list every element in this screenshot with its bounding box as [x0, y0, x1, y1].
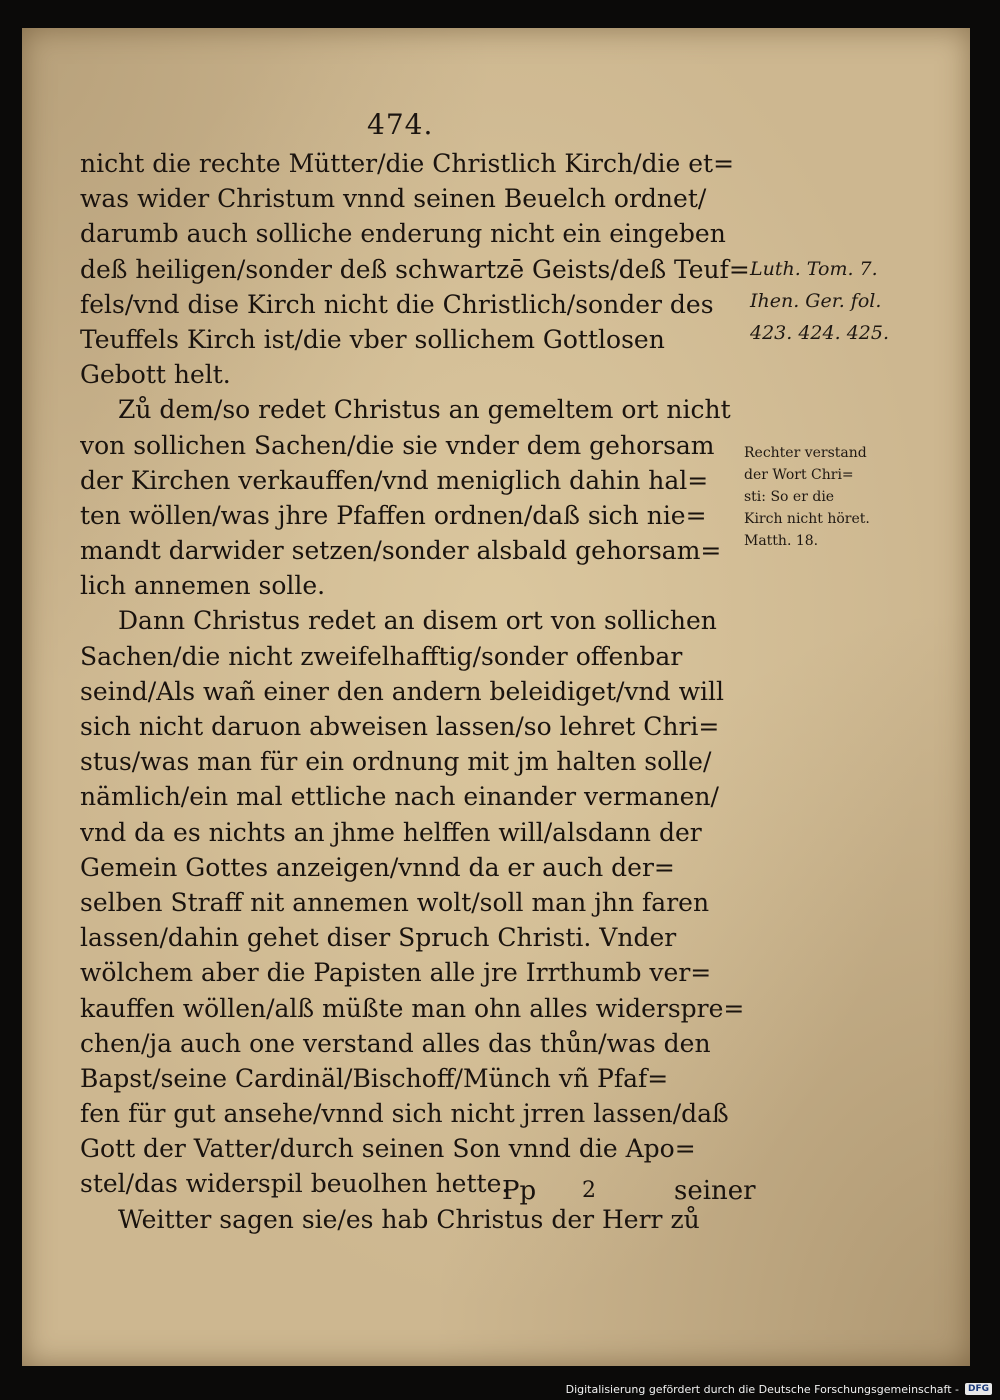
book-page	[22, 28, 970, 1366]
marginal-note-line: Luth. Tom. 7.	[750, 258, 878, 280]
text-line: lassen/dahin gehet diser Spruch Christi. Vnder	[80, 923, 677, 953]
main-text-block	[80, 146, 750, 1237]
footer-text: Digitalisierung gefördert durch die Deutsche Forschungsgemeinschaft -	[565, 1382, 959, 1396]
text-line: chen/ja auch one verstand alles das thůn/was den	[80, 1028, 711, 1058]
text-line: nicht die rechte Mütter/die Christlich Kirch/die et=	[80, 149, 735, 178]
text-line: Dann Christus redet an disem ort von sollichen	[118, 606, 717, 636]
marginal-note-luther	[750, 253, 889, 349]
text-line: nämlich/ein mal ettliche nach einander vermanen/	[80, 782, 719, 812]
marginal-note-line: Rechter verstand	[744, 445, 867, 461]
text-line: mandt darwider setzen/sonder alsbald gehorsam=	[80, 536, 722, 566]
text-line: sich nicht daruon abweisen lassen/so lehret Chri=	[80, 712, 720, 741]
text-line: Bapst/seine Cardinäl/Bischoff/Münch vñ Pfaf=	[80, 1063, 669, 1093]
text-line: fen für gut ansehe/vnnd sich nicht jrren lassen/daß	[80, 1099, 729, 1129]
text-line: der Kirchen verkauffen/vnd meniglich dahin hal=	[80, 465, 709, 495]
signature-line	[22, 1176, 1000, 1212]
marginal-note-line: der Wort Chri=	[744, 467, 854, 483]
text-line: stel/das widerspil beuolhen hette.	[80, 1169, 510, 1199]
text-line: Gemein Gottes anzeigen/vnnd da er auch der=	[80, 852, 675, 882]
dfg-footer	[566, 1381, 992, 1397]
text-line: Weitter sagen sie/es hab Christus der Herr zů	[118, 1204, 700, 1234]
text-line: Gott der Vatter/durch seinen Son vnnd die Apo=	[80, 1134, 696, 1164]
text-line: Sachen/die nicht zweifelhafftig/sonder offenbar	[80, 641, 683, 671]
text-line: deß heiligen/sonder deß schwartzē Geists/deß Teuf=	[80, 254, 750, 284]
catchword: seiner	[674, 1176, 756, 1206]
marginal-note-line: Matth. 18.	[744, 533, 819, 549]
text-line: lich annemen solle.	[80, 571, 326, 601]
marginal-note-line: Ihen. Ger. fol.	[750, 290, 882, 312]
marginal-note-line: sti: So er die	[744, 489, 835, 505]
signature-number: 2	[582, 1178, 596, 1203]
page-number: 474.	[367, 108, 434, 141]
text-line: selben Straff nit annemen wolt/soll man jhn faren	[80, 887, 710, 917]
text-line: von sollichen Sachen/die sie vnder dem gehorsam	[80, 430, 715, 460]
marginal-note-rechter-verstand	[744, 442, 870, 552]
text-line: was wider Christum vnnd seinen Beuelch ordnet/	[80, 184, 707, 214]
text-line: seind/Als wañ einer den andern beleidiget/vnd will	[80, 676, 724, 706]
text-line: darumb auch solliche enderung nicht ein eingeben	[80, 219, 726, 249]
text-line: fels/vnd dise Kirch nicht die Christlich/sonder des	[80, 289, 714, 319]
marginal-note-line: Kirch nicht höret.	[744, 511, 870, 527]
marginal-note-line: 423. 424. 425.	[750, 322, 889, 344]
text-line: Zů dem/so redet Christus an gemeltem ort nicht	[118, 395, 731, 425]
signature-mark: Pp	[502, 1176, 537, 1206]
text-line: ten wöllen/was jhre Pfaffen ordnen/daß sich nie=	[80, 500, 707, 530]
text-line: kauffen wöllen/alß müßte man ohn alles widerspre=	[80, 993, 745, 1023]
text-line: stus/was man für ein ordnung mit jm halten solle/	[80, 747, 712, 777]
text-line: Gebott helt.	[80, 360, 231, 390]
text-line: Teuffels Kirch ist/die vber sollichem Gottlosen	[80, 324, 665, 354]
dfg-logo-icon: DFG	[965, 1383, 992, 1395]
text-line: vnd da es nichts an jhme helffen will/alsdann der	[80, 817, 702, 847]
text-line: wölchem aber die Papisten alle jre Irrthumb ver=	[80, 958, 712, 988]
